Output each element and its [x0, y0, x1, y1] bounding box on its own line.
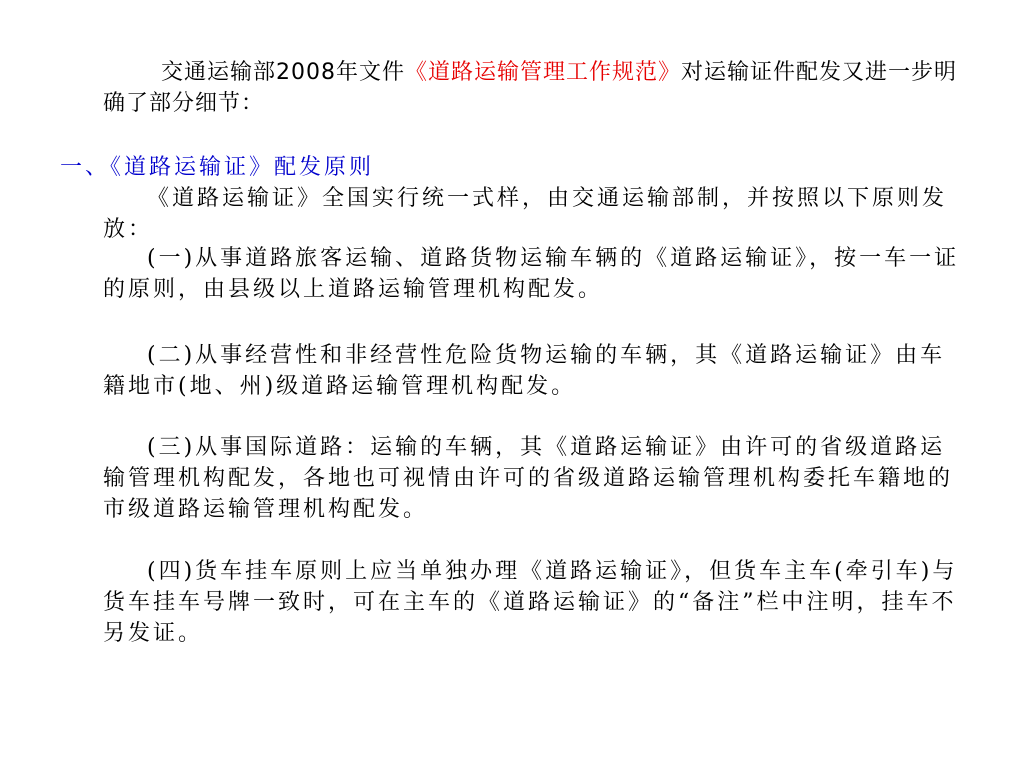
paragraph-item-2: (二)从事经营性和非经营性危险货物运输的车辆，其《道路运输证》由车籍地市(地、州)级道路运输管理机构配发。	[103, 343, 946, 399]
paragraph-item-4: (四)货车挂车原则上应当单独办理《道路运输证》，但货车主车(牵引车)与货车挂车号牌一致时，可在主车的《道路运输证》的“备注”栏中注明，挂车不另发证。	[103, 559, 958, 646]
paragraph-item-1: (一)从事道路旅客运输、道路货物运输车辆的《道路运输证》，按一车一证的原则，由县级以上道路运输管理机构配发。	[103, 246, 960, 302]
paragraph-general: 《道路运输证》全国实行统一式样，由交通运输部制，并按照以下原则发放：	[103, 186, 948, 242]
paragraph-item-3: (三)从事国际道路：运输的车辆，其《道路运输证》由许可的省级道路运输管理机构配发，各地也可视情由许可的省级道路运输管理机构委托车籍地的市级道路运输管理机构配发。	[103, 435, 954, 522]
intro-paragraph	[103, 57, 963, 119]
intro-suffix: 对运输证件配发又进一步明确了部分细节：	[103, 60, 958, 116]
intro-prefix: 交通运输部2008年文件	[161, 60, 405, 85]
intro-document-title: 《道路运输管理工作规范》	[405, 60, 682, 85]
section-heading: 一、《道路运输证》配发原则	[60, 155, 375, 180]
